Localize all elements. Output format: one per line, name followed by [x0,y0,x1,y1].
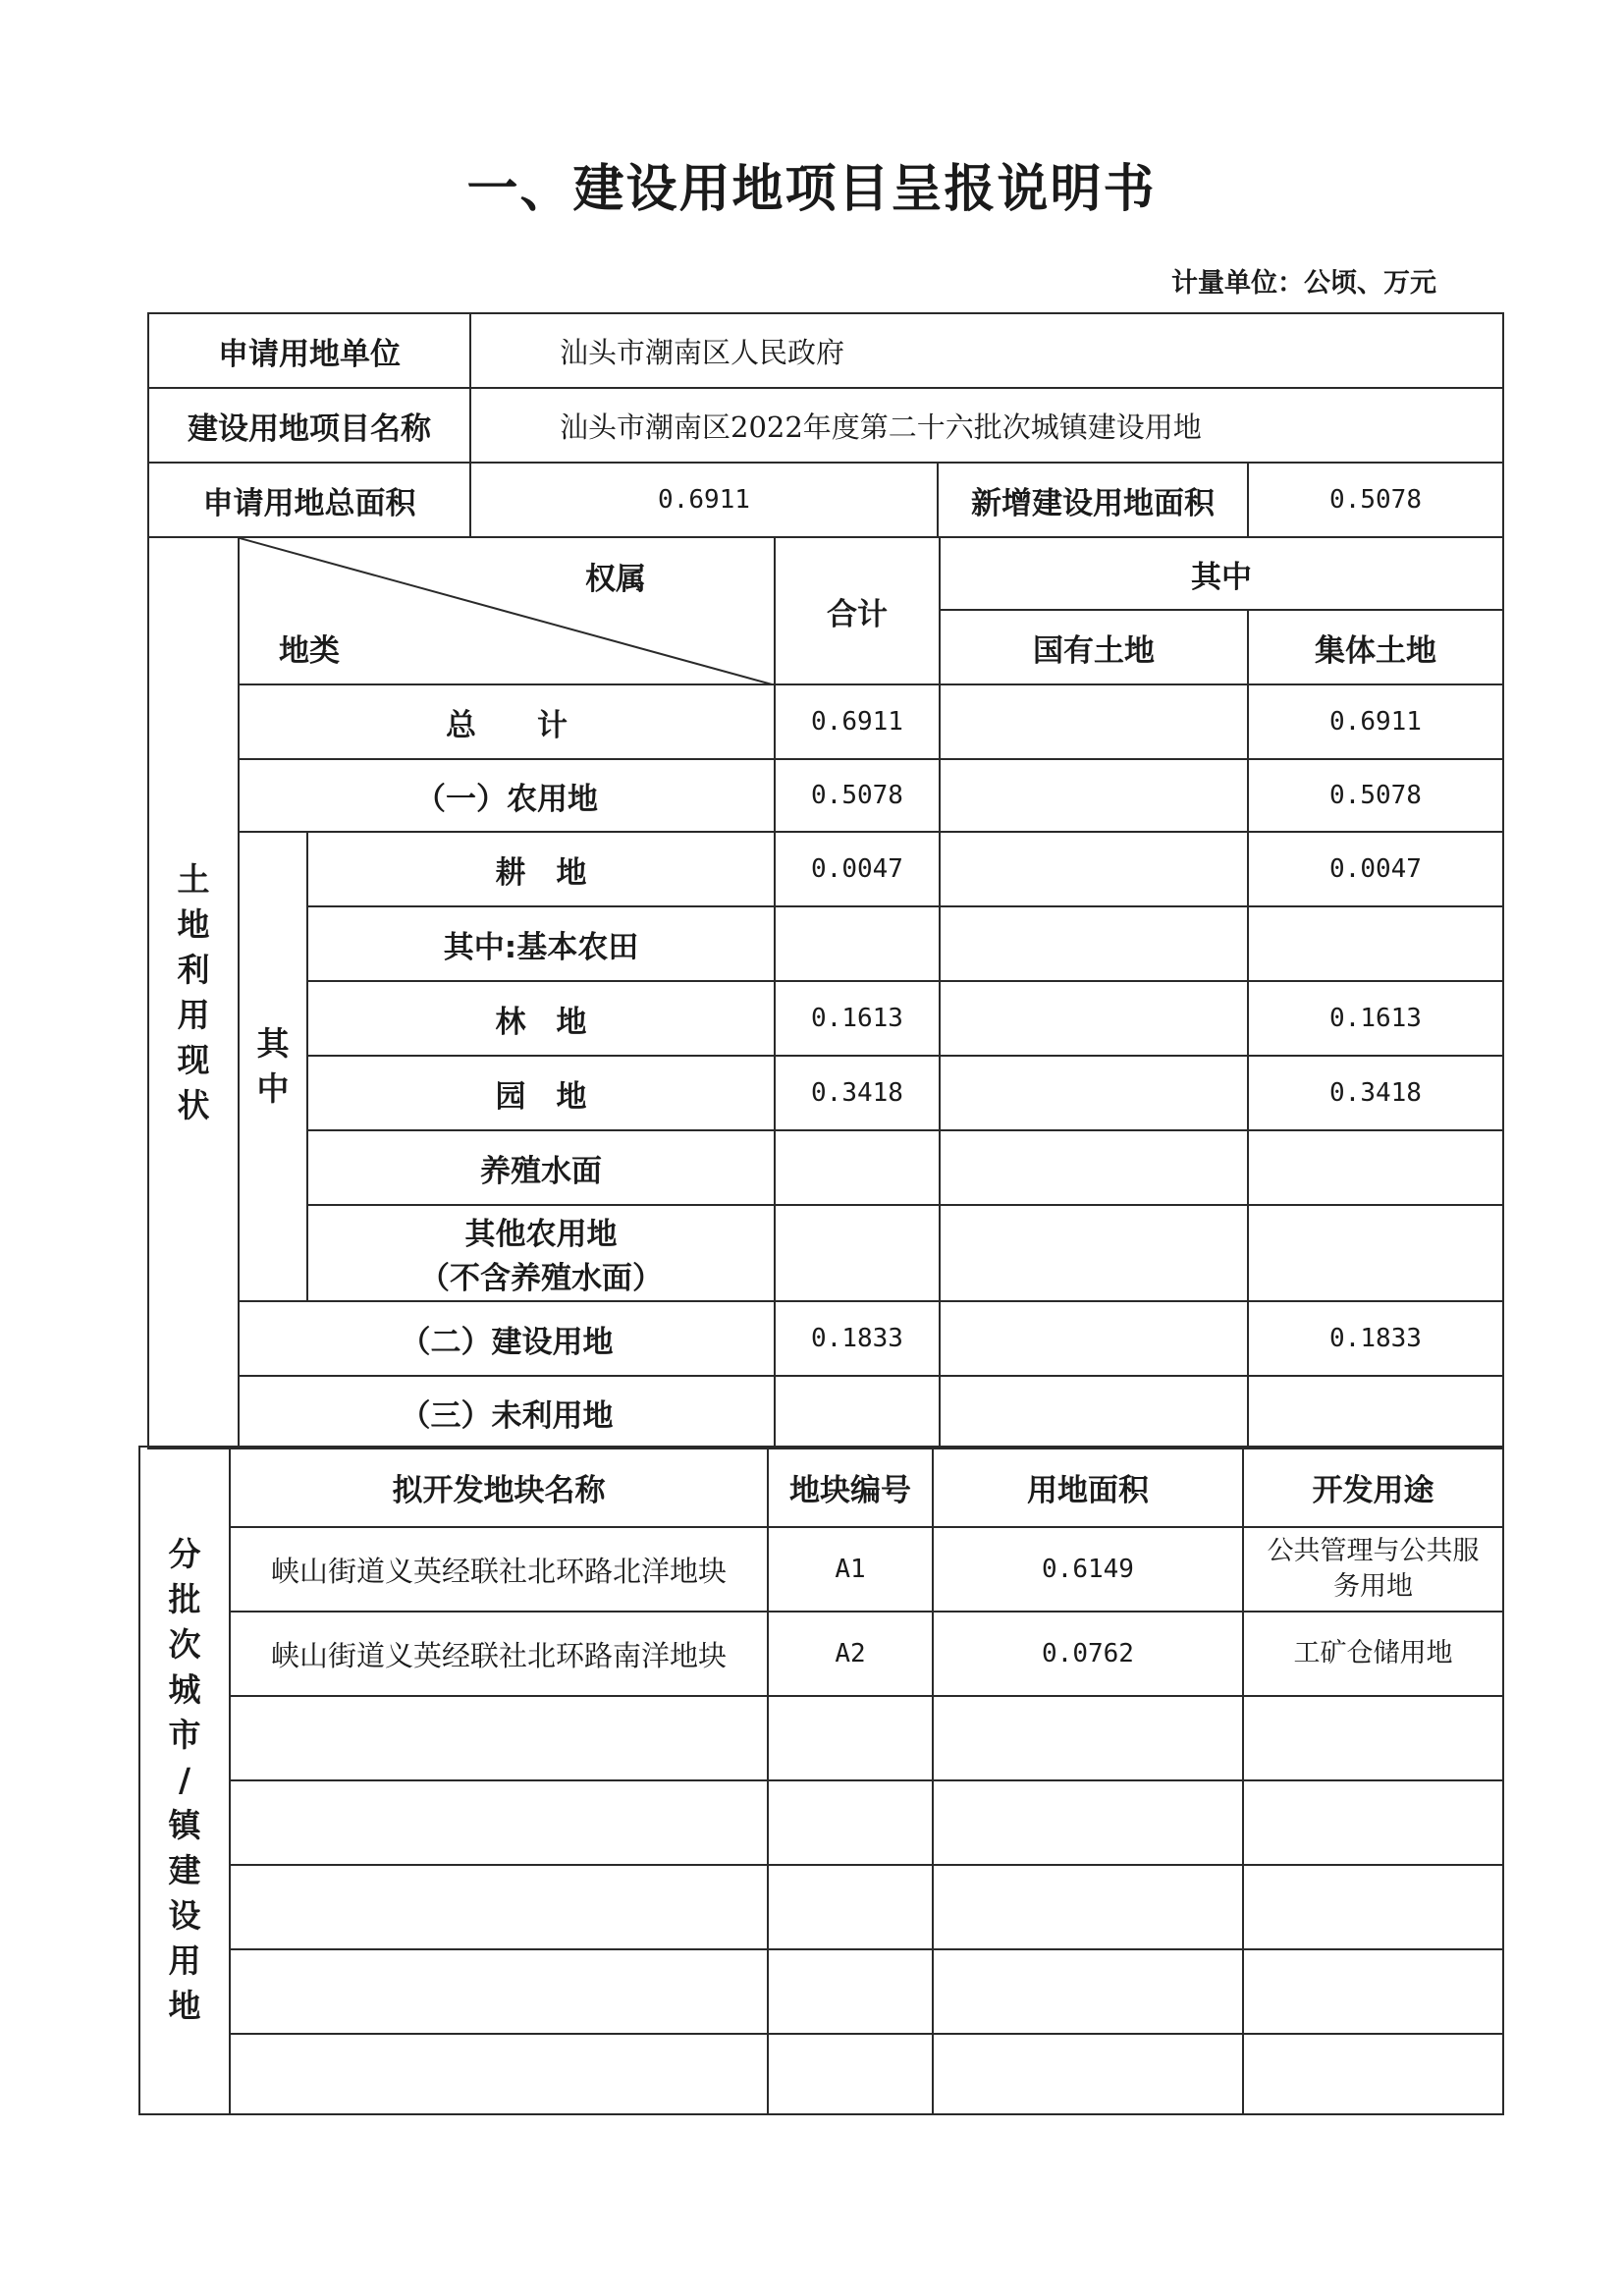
table-row [139,1527,1503,1612]
cell-state [940,1205,1248,1301]
parcel-use: 工矿仓储用地 [1243,1612,1503,1696]
cell-collective: 0.6911 [1248,684,1503,759]
parcel-code [768,1865,933,1949]
cell-total [775,906,940,981]
land-status-table [147,536,1504,1449]
parcel-area [933,1949,1243,2034]
table-row [148,1130,1503,1205]
table-row [148,1376,1503,1449]
table-row [148,684,1503,759]
project-value: 汕头市潮南区2022年度第二十六批次城镇建设用地 [470,388,1503,463]
cell-state [940,1376,1248,1449]
table-row [148,1205,1503,1301]
row-label: 养殖水面 [307,1130,775,1205]
cell-total [775,1130,940,1205]
cell-total: 0.0047 [775,832,940,906]
col-parcel-area-header: 用地面积 [933,1447,1243,1527]
cell-total: 0.1613 [775,981,940,1056]
parcel-area [933,1696,1243,1780]
total-area-label: 申请用地总面积 [148,463,470,537]
parcel-name [230,1949,768,2034]
col-parcel-name-header: 拟开发地块名称 [230,1447,768,1527]
col-of-which-header: 其中 [940,537,1503,610]
parcel-area [933,1865,1243,1949]
parcels-table [138,1446,1504,2115]
row-label: 林 地 [307,981,775,1056]
table-row [139,2034,1503,2114]
project-label: 建设用地项目名称 [148,388,470,463]
table-row [148,1056,1503,1130]
applicant-label: 申请用地单位 [148,313,470,388]
cell-total [775,1376,940,1449]
cell-collective: 0.1613 [1248,981,1503,1056]
parcel-code: A1 [768,1527,933,1612]
row-label: 总 计 [239,684,775,759]
cell-total [775,1205,940,1301]
parcel-use [1243,2034,1503,2114]
parcel-name [230,1696,768,1780]
row-label: 耕 地 [307,832,775,906]
parcel-area: 0.6149 [933,1527,1243,1612]
row-label: 园 地 [307,1056,775,1130]
total-area-value: 0.6911 [470,463,938,537]
cell-collective: 0.0047 [1248,832,1503,906]
cell-state [940,1130,1248,1205]
col-collective-header: 集体土地 [1248,610,1503,684]
cell-total: 0.1833 [775,1301,940,1376]
land-status-section-label: 土 地 利 用 现 状 [148,537,239,1449]
parcel-area [933,1780,1243,1865]
row-label: （三）未利用地 [239,1376,775,1449]
applicant-value: 汕头市潮南区人民政府 [470,313,1503,388]
parcel-name: 峡山街道义英经联社北环路南洋地块 [230,1612,768,1696]
parcel-code: A2 [768,1612,933,1696]
parcel-area: 0.0762 [933,1612,1243,1696]
row-label: 其中:基本农田 [307,906,775,981]
cell-state [940,1301,1248,1376]
table-row [148,906,1503,981]
unit-label: 计量单位：公顷、万元 [1171,268,1436,299]
cell-collective: 0.1833 [1248,1301,1503,1376]
new-area-value: 0.5078 [1248,463,1503,537]
land-type-label: 地类 [279,633,340,669]
ownership-label: 权属 [585,562,646,597]
parcel-name: 峡山街道义英经联社北环路北洋地块 [230,1527,768,1612]
table-row [139,1780,1503,1865]
table-row [148,981,1503,1056]
col-state-header: 国有土地 [940,610,1248,684]
cell-collective [1248,1376,1503,1449]
new-area-label: 新增建设用地面积 [938,463,1248,537]
parcel-code [768,1949,933,2034]
parcel-use: 公共管理与公共服务用地 [1243,1527,1503,1612]
of-which-sub-label: 其 中 [239,832,307,1301]
parcel-area [933,2034,1243,2114]
cell-state [940,759,1248,832]
cell-collective [1248,1130,1503,1205]
parcel-name [230,1780,768,1865]
col-parcel-use-header: 开发用途 [1243,1447,1503,1527]
table-row [148,759,1503,832]
cell-state [940,981,1248,1056]
cell-state [940,1056,1248,1130]
col-total-header: 合计 [775,537,940,684]
row-label: （一）农用地 [239,759,775,832]
parcel-use [1243,1696,1503,1780]
row-label: 其他农用地 （不含养殖水面） [307,1205,775,1301]
parcel-use [1243,1949,1503,2034]
parcel-use [1243,1865,1503,1949]
parcels-section-label: 分 批 次 城 市 / 镇 建 设 用 地 [139,1447,230,2114]
parcel-name [230,1865,768,1949]
parcel-code [768,1696,933,1780]
parcel-name [230,2034,768,2114]
cell-collective: 0.5078 [1248,759,1503,832]
cell-total: 0.5078 [775,759,940,832]
table-row [139,1696,1503,1780]
cell-state [940,832,1248,906]
parcel-code [768,1780,933,1865]
table-row [139,1612,1503,1696]
cell-collective [1248,906,1503,981]
cell-total: 0.6911 [775,684,940,759]
cell-state [940,684,1248,759]
diagonal-header-cell [239,537,775,684]
table-row [148,1301,1503,1376]
cell-collective [1248,1205,1503,1301]
cell-state [940,906,1248,981]
parcel-code [768,2034,933,2114]
document-title: 一、建设用地项目呈报说明书 [466,160,1157,219]
header-table [147,312,1504,538]
table-row [139,1865,1503,1949]
col-parcel-code-header: 地块编号 [768,1447,933,1527]
cell-collective: 0.3418 [1248,1056,1503,1130]
row-label: （二）建设用地 [239,1301,775,1376]
table-row [139,1949,1503,2034]
parcel-use [1243,1780,1503,1865]
table-row [148,832,1503,906]
cell-total: 0.3418 [775,1056,940,1130]
